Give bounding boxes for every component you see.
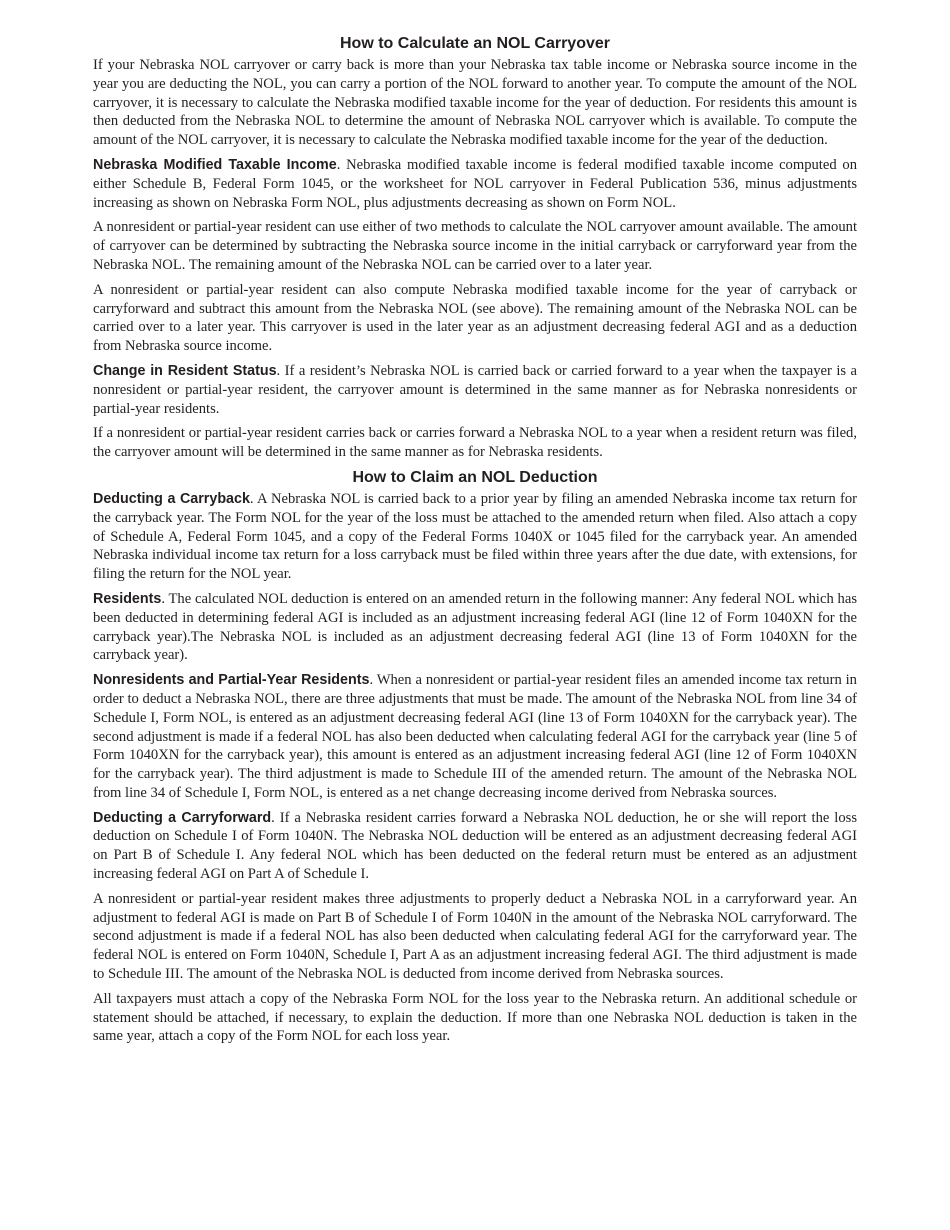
residents-heading: Residents (93, 590, 162, 607)
carryforward-heading: Deducting a Carryforward (93, 809, 272, 826)
resident-status-text: . If a resident’s Nebraska NOL is carried back or carried forward to a year when the taxpayer is a nonresident or partial-year resident, the carryover amount is determined in the same manner as for Nebraska nonresidents or partial-year residents. (93, 362, 857, 417)
resident-status-followup-paragraph: If a nonresident or partial-year resident carries back or carries forward a Nebraska NOL to a year when a resident return was filed, the carryover amount will be determined in the same manner as for Nebraska residents. (93, 425, 857, 461)
residents-paragraph (93, 590, 857, 665)
carryforward-nonresident-paragraph: A nonresident or partial-year resident makes three adjustments to properly deduct a Nebraska NOL in a carryforward year. An adjustment to federal AGI is made on Part B of Schedule I of Form 1040N in the amount of the Nebraska NOL carryforward. The second adjustment is made if a federal NOL has also been deducted when calculating federal AGI for the carryforward year. The federal NOL is entered on Form 1040N, Schedule I, Part A as an adjustment increasing federal AGI. The third adjustment is made to Schedule III. The amount of the Nebraska NOL is deducted from income derived from Nebraska sources. (93, 890, 857, 983)
nonresident-alternative-paragraph: A nonresident or partial-year resident can also compute Nebraska modified taxable income for the year of carryback or carryforward and subtract this amount from the Nebraska NOL (see above). The remaining amount of the Nebraska NOL can be carried over to a later year. This carryover is used in the later year as an adjustment decreasing federal AGI and as a deduction from Nebraska source income. (93, 281, 857, 355)
modified-taxable-income-paragraph (93, 156, 857, 212)
nonresidents-paragraph (93, 671, 857, 803)
carryforward-paragraph (93, 809, 857, 884)
nonresidents-text: . When a nonresident or partial-year resident files an amended income tax return in order to deduct a Nebraska NOL, there are three adjustments that must be made. The amount of the Nebraska NOL from line 34 of Schedule I, Form NOL, is entered as an adjustment decreasing federal AGI (line 13 of Form 1040XN for the carryback year). The second adjustment is made if a federal NOL has also been deducted when calculating federal AGI for the carryback year (line 5 of Form 1040XN for the carryback year), this amount is entered as an adjustment increasing federal AGI (line 12 of Form 1040XN for the carryback year). The third adjustment is made to Schedule III of the amended return. The amount of the Nebraska NOL from line 34 of Schedule I, Form NOL, is entered as a net change decreasing income derived from Nebraska sources. (93, 672, 857, 801)
nonresidents-heading: Nonresidents and Partial-Year Residents (93, 672, 370, 689)
section-title-carryover: How to Calculate an NOL Carryover (340, 35, 610, 52)
modified-taxable-income-heading: Nebraska Modified Taxable Income (93, 156, 337, 173)
carryback-paragraph (93, 490, 857, 584)
resident-status-paragraph (93, 362, 857, 418)
resident-status-heading: Change in Resident Status (93, 362, 277, 379)
modified-taxable-income-text: . Nebraska modified taxable income is federal modified taxable income computed on either Schedule B, Federal Form 1045, or the worksheet for NOL carryover in Federal Publication 536, minus adjustments increasing as shown on Nebraska Form NOL, plus adjustments decreasing as shown on Form NOL. (93, 156, 857, 211)
carryback-text: . A Nebraska NOL is carried back to a prior year by filing an amended Nebraska income tax return for the carryback year. The Form NOL for the year of the loss must be attached to the amended return when filed. Also attach a copy of Schedule A, Federal Form 1045, and a copy of the Federal Forms 1040X or 1045 filed for the carryback year. An amended Nebraska individual income tax return for a loss carryback must be filed within three years after the due date, with extensions, for filing the return for the NOL year. (93, 490, 857, 583)
closing-paragraph: All taxpayers must attach a copy of the Nebraska Form NOL for the loss year to the Nebraska return. An additional schedule or statement should be attached, if necessary, to explain the deduction. If more than one Nebraska NOL deduction is taken in the same year, attach a copy of the Form NOL for each loss year. (93, 990, 857, 1045)
residents-text: . The calculated NOL deduction is entered on an amended return in the following manner: Any federal NOL which has been deducted in determining federal AGI is included as an adjustment increasing federal AGI (line 12 of Form 1040XN for the carryback year).The Nebraska NOL is included as an adjustment decreasing federal AGI (line 13 of Form 1040XN for the carryback year). (93, 590, 857, 664)
carryforward-text: . If a Nebraska resident carries forward a Nebraska NOL deduction, he or she will report the loss deduction on Schedule I of Form 1040N. The Nebraska NOL deduction will be entered as an adjustment decreasing federal AGI on Part B of Schedule I. Any federal NOL which has been deducted on the federal return must be entered as an adjustment increasing federal AGI on Part A of Schedule I. (93, 809, 857, 883)
instructions-page (93, 34, 857, 1052)
carryback-heading: Deducting a Carryback (93, 490, 250, 507)
nonresident-method-paragraph: A nonresident or partial-year resident can use either of two methods to calculate the NOL carryover amount available. The amount of carryover can be determined by subtracting the Nebraska source income in the initial carryback or carryforward year from the Nebraska NOL. The remaining amount of the Nebraska NOL can be carried over to a later year. (93, 219, 857, 273)
carryover-intro-paragraph: If your Nebraska NOL carryover or carry back is more than your Nebraska tax table income or Nebraska source income in the year you are deducting the NOL, you can carry a portion of the NOL forward to another year. To compute the amount of the NOL carryover, it is necessary to calculate the Nebraska modified taxable income for the year of deduction. For residents this amount is then deducted from the Nebraska NOL to determine the amount of Nebraska NOL carryover which is available. To compute the amount of the NOL carryover, it is necessary to calculate the Nebraska modified taxable income for the year of the deduction. (93, 57, 857, 149)
section-title-deduction: How to Claim an NOL Deduction (352, 468, 598, 486)
